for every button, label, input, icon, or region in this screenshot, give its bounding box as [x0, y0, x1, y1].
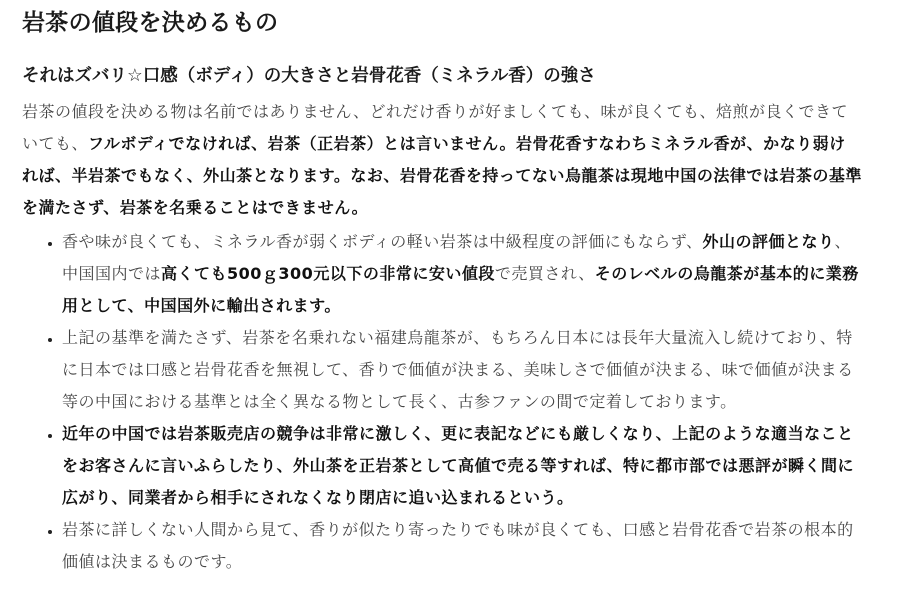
- list-item-text: 香や味が良くても、ミネラル香が弱くボディの軽い岩茶は中級程度の評価にもならず、: [62, 232, 703, 251]
- list-item-text: で売買され、: [494, 264, 595, 283]
- list-item-bold-text: 近年の中国では岩茶販売店の競争は非常に激しく、更に表記などにも厳しくなり、上記のような適当なことをお客さんに言いふらしたり、外山茶を正岩茶として高値で売る等すれば、特に都市部では悪評が瞬く間に広がり、同業者から相手にされなくなり閉店に追い込まれるという。: [62, 424, 855, 507]
- list-item-text: 上記の基準を満たさず、岩茶を名乗れない福建烏龍茶が、もちろん日本には長年大量流入し続けており、特に日本では口感と岩骨花香を無視して、香りで価値が決まる、美味しさで価値が決まる、味で価値が決まる等の中国における基準とは全く異なる物として長く、古参ファンの間で定着しております。: [62, 328, 854, 411]
- page-title: 岩茶の値段を決めるもの: [22, 10, 279, 36]
- intro-bold-text: フルボディでなければ、岩茶（正岩茶）とは言いません。岩骨花香すなわちミネラル香が、かなり弱ければ、半岩茶でもなく、外山茶となります。なお、岩骨花香を持ってない烏龍茶は現地中国の法律では岩茶の基準を満たさず、岩茶を名乗ることはできません。: [22, 134, 862, 217]
- bullet-list: [22, 226, 862, 578]
- intro-text: 岩茶の値段を決める物は名前ではありません、どれだけ香りが好ましくても、味が良くても、焙煎が良くできていても、: [22, 102, 848, 153]
- list-item-text: 、中国国内では: [62, 232, 851, 283]
- list-item-text: 岩茶に詳しくない人間から見て、香りが似たり寄ったりでも味が良くても、口感と岩骨花香で岩茶の根本的価値は決まるものです。: [62, 520, 854, 571]
- list-item-bold-text: そのレベルの烏龍茶が基本的に業務用として、中国国外に輸出されます。: [62, 264, 859, 315]
- section-heading: それはズバリ☆口感（ボディ）の大きさと岩骨花香（ミネラル香）の強さ: [22, 66, 596, 86]
- list-item: [62, 514, 862, 578]
- list-item: [62, 226, 862, 322]
- list-item: [62, 322, 862, 418]
- list-item-bold-text: 高くても500ｇ300元以下の非常に安い値段: [161, 264, 495, 283]
- list-item-bold-text: 外山の評価となり: [702, 232, 835, 251]
- list-item: [62, 418, 862, 514]
- intro-paragraph: [22, 96, 862, 224]
